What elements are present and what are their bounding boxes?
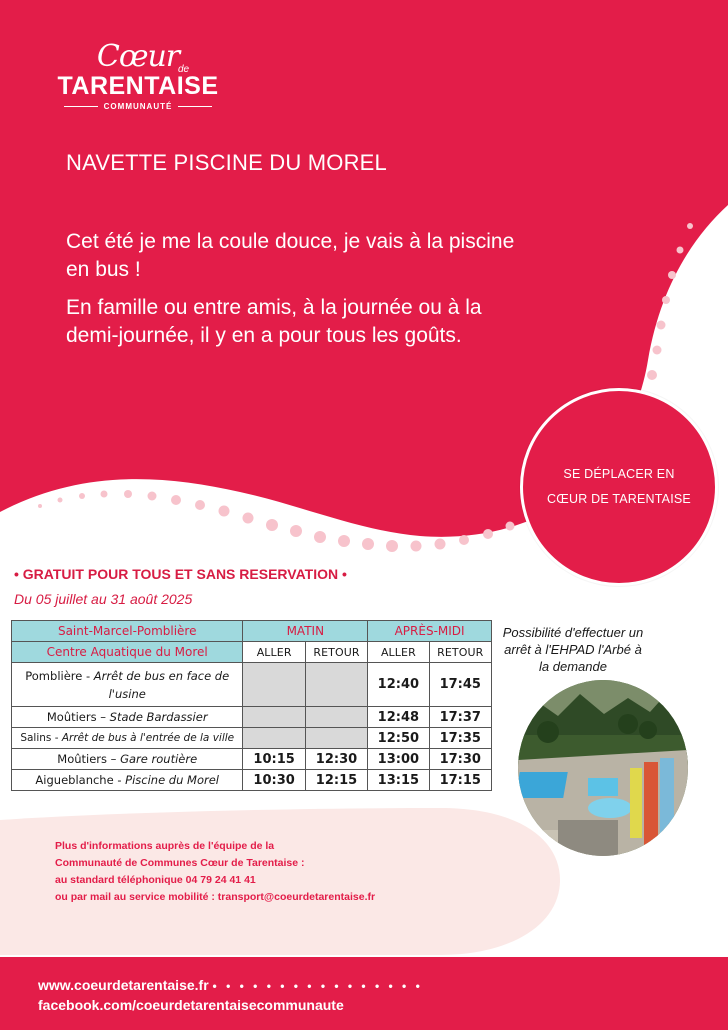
dates-label: Du 05 juillet au 31 août 2025 [14,591,193,607]
stop-detail: Gare routière [120,752,198,766]
header-apres-midi: APRÈS-MIDI [368,621,492,642]
time-cell: 17:37 [429,707,491,728]
header-corner-line1: Saint-Marcel-Pomblière [12,621,243,642]
stop-place: Salins - [20,732,62,744]
stop-place: Aigueblanche - [35,773,126,787]
time-cell-empty [305,728,367,749]
time-cell: 10:15 [243,749,305,770]
stop-detail: Arrêt de bus à l'entrée de la ville [61,732,235,744]
table-subheader-row [12,642,492,663]
time-cell-empty [305,707,367,728]
table-row [12,770,492,791]
logo-line-left [64,106,98,107]
logo-main-text: TARENTAISE [57,72,219,100]
table-row [12,749,492,770]
time-cell: 17:15 [429,770,491,791]
website-link[interactable]: www.coeurdetarentaise.fr [38,977,209,993]
mobility-circle-badge [520,388,718,586]
logo-subtitle [52,102,224,111]
time-cell-empty [243,663,305,707]
info-line-1: Plus d'informations auprès de l'équipe de la [55,840,275,852]
footer-bar [0,957,728,1030]
time-cell-empty [243,728,305,749]
time-cell-empty [243,707,305,728]
mobility-circle-text: SE DÉPLACER EN CŒUR DE TARENTAISE [547,467,691,506]
time-cell: 12:30 [305,749,367,770]
table-row [12,728,492,749]
footer-dots: • • • • • • • • • • • • • • • • [212,979,423,993]
stop-cell [12,770,243,791]
ehpad-note: Possibilité d'effectuer un arrêt à l'EHPAD l'Arbé à la demande [502,625,644,674]
stop-detail: Arrêt de bus en face de l'usine [93,668,230,701]
logo-de-text: de [178,64,190,75]
logo-line-right [178,106,212,107]
brand-logo [52,39,224,132]
time-cell: 13:15 [368,770,429,791]
info-line-4: ou par mail au service mobilité : transport@coeurdetarentaise.fr [55,891,376,903]
pool-photo-illustration [518,680,688,856]
page-title: NAVETTE PISCINE DU MOREL [66,150,387,175]
time-cell: 17:30 [429,749,491,770]
footer-row-website [38,977,423,993]
stop-detail: Piscine du Morel [125,773,219,787]
stop-place: Pomblière - [25,668,94,683]
subheader-matin-aller: ALLER [243,642,305,663]
subheader-apres-aller: ALLER [368,642,429,663]
table-row [12,663,492,707]
logo-script-text: Cœur [96,39,180,74]
intro-text [66,228,536,350]
time-cell: 12:40 [368,663,429,707]
facebook-link[interactable]: facebook.com/coeurdetarentaisecommunaute [38,997,344,1013]
header-corner-line2: Centre Aquatique du Morel [12,642,243,663]
subheader-matin-retour: RETOUR [305,642,367,663]
stop-cell [12,663,243,707]
stop-cell [12,707,243,728]
time-cell: 13:00 [368,749,429,770]
subheader-apres-retour: RETOUR [429,642,491,663]
time-cell: 10:30 [243,770,305,791]
time-cell: 17:45 [429,663,491,707]
stop-cell [12,749,243,770]
stop-cell [12,728,243,749]
intro-paragraph-2: En famille ou entre amis, à la journée ou à la demi-journée, il y en a pour tous les goûts. [66,296,482,347]
logo-sub-text: COMMUNAUTÉ [103,102,173,111]
table-row [12,707,492,728]
time-cell: 12:48 [368,707,429,728]
stop-detail: Stade Bardassier [109,710,208,724]
info-line-3: au standard téléphonique 04 79 24 41 41 [55,874,256,886]
table-header-row [12,621,492,642]
contact-info [55,838,375,906]
header-matin: MATIN [243,621,368,642]
time-cell: 12:50 [368,728,429,749]
time-cell-empty [305,663,367,707]
intro-paragraph-1: Cet été je me la coule douce, je vais à la piscine en bus ! [66,230,515,281]
info-line-2: Communauté de Communes Cœur de Tarentaise : [55,857,305,869]
stop-place: Moûtiers – [46,710,110,724]
stop-place: Moûtiers – [57,752,121,766]
pool-photo [518,680,688,856]
time-cell: 12:15 [305,770,367,791]
free-label: • GRATUIT POUR TOUS ET SANS RESERVATION • [14,566,347,582]
time-cell: 17:35 [429,728,491,749]
schedule-table [11,620,492,791]
